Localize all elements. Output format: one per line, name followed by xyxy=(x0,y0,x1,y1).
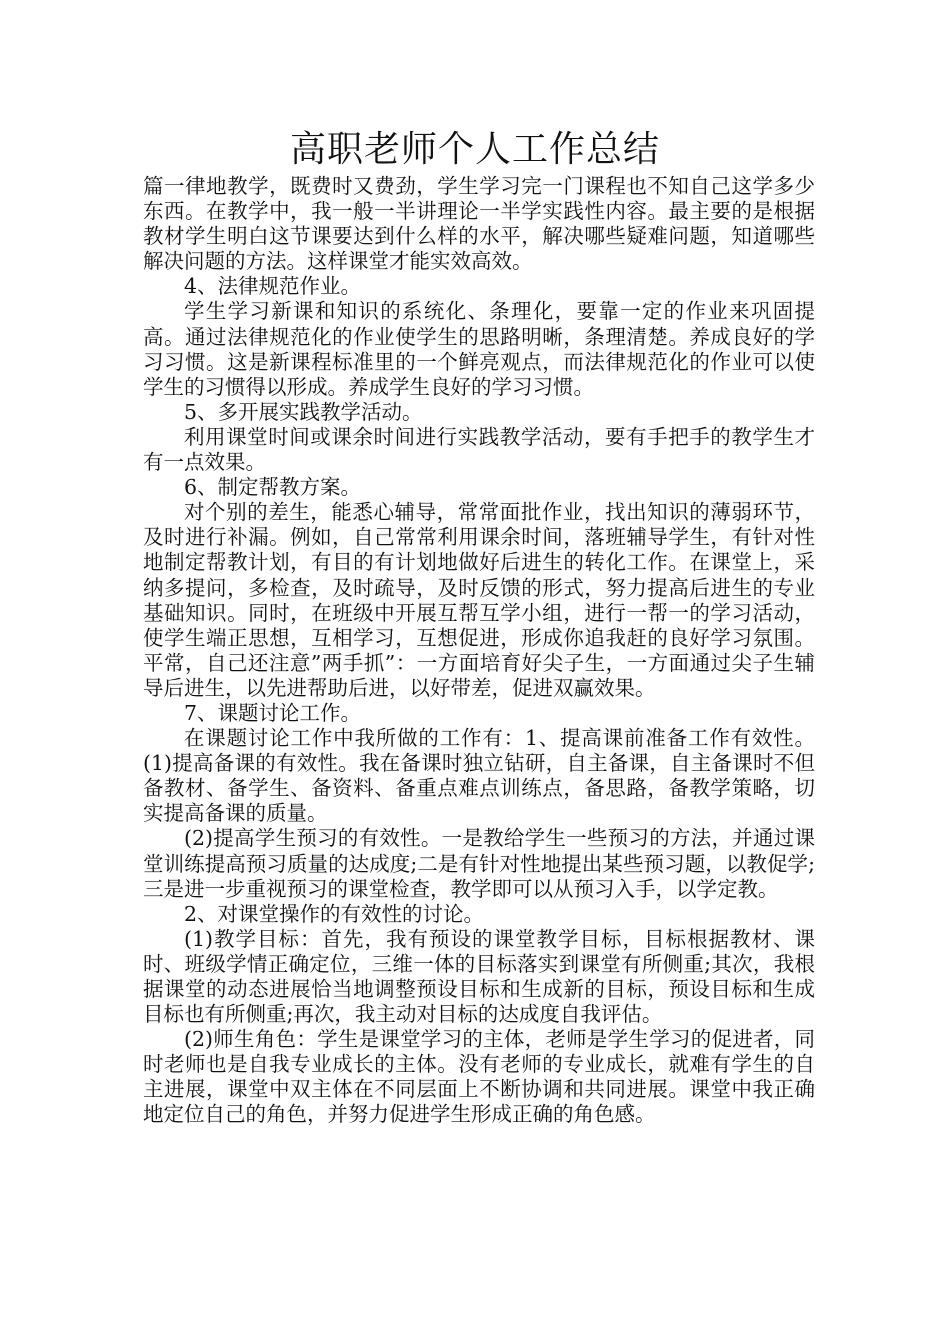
heading-item-7: 7、课题讨论工作。 xyxy=(184,700,362,725)
paragraph: (2)师生角色：学生是课堂学习的主体，老师是学生学习的促进者，同时老师也是自我专业成长的主体。没有老师的专业成长，就难有学生的自主进展，课堂中双主体在不同层面上不断协调和共同进展。课堂中我正确地定位自己的角色，并努力促进学生形成正确的角色感。 xyxy=(143,1027,815,1127)
paragraph: (2)提高学生预习的有效性。一是教给学生一些预习的方法，并通过课堂训练提高预习质量的达成度;二是有针对性地提出某些预习题，以教促学;三是进一步重视预习的课堂检查，教学即可以从预习入手，以学定教。 xyxy=(143,826,815,901)
paragraph: 在课题讨论工作中我所做的工作有：1、提高课前准备工作有效性。(1)提高备课的有效性。我在备课时独立钻研，自主备课，自主备课时不但备教材、备学生、备资料、备重点难点训练点，备思路，备教学策略，切实提高备课的质量。 xyxy=(143,726,815,826)
paragraph: 利用课堂时间或课余时间进行实践教学活动，要有手把手的教学生才有一点效果。 xyxy=(143,424,815,475)
document-body xyxy=(143,174,815,1128)
paragraph: 对个别的差生，能悉心辅导，常常面批作业，找出知识的薄弱环节，及时进行补漏。例如，自己常常利用课余时间，落班辅导学生，有针对性地制定帮教计划，有目的有计划地做好后进生的转化工作。在课堂上，采纳多提问，多检查，及时疏导，及时反馈的形式，努力提高后进生的专业基础知识。同时，在班级中开展互帮互学小组，进行一帮一的学习活动，使学生端正思想，互相学习，互想促进，形成你追我赶的良好学习氛围。平常，自己还注意”两手抓”：一方面培育好尖子生，一方面通过尖子生辅导后进生，以先进帮助后进，以好带差，促进双赢效果。 xyxy=(143,500,815,700)
document-title: 高职老师个人工作总结 xyxy=(289,129,660,170)
paragraph: (1)教学目标：首先，我有预设的课堂教学目标，目标根据教材、课时、班级学情正确定位，三维一体的目标落实到课堂有所侧重;其次，我根据课堂的动态进展恰当地调整预设目标和生成新的目标，预设目标和生成目标也有所侧重;再次，我主动对目标的达成度自我评估。 xyxy=(143,926,815,1027)
paragraph-continuation: 篇一律地教学，既费时又费劲，学生学习完一门课程也不知自己这学多少东西。在教学中，我一般一半讲理论一半学实践性内容。最主要的是根据教材学生明白这节课要达到什么样的水平，解决哪些疑难问题，知道哪些解决问题的方法。这样课堂才能实效高效。 xyxy=(143,174,815,274)
heading-item-2: 2、对课堂操作的有效性的讨论。 xyxy=(184,901,485,926)
heading-item-5: 5、多开展实践教学活动。 xyxy=(184,399,423,424)
heading-item-6: 6、制定帮教方案。 xyxy=(184,475,362,500)
heading-item-4: 4、法律规范作业。 xyxy=(184,274,362,299)
paragraph: 学生学习新课和知识的系统化、条理化，要靠一定的作业来巩固提高。通过法律规范化的作业使学生的思路明晰，条理清楚。养成良好的学习习惯。这是新课程标准里的一个鲜亮观点，而法律规范化的作业可以使学生的习惯得以形成。养成学生良好的学习习惯。 xyxy=(143,299,815,399)
